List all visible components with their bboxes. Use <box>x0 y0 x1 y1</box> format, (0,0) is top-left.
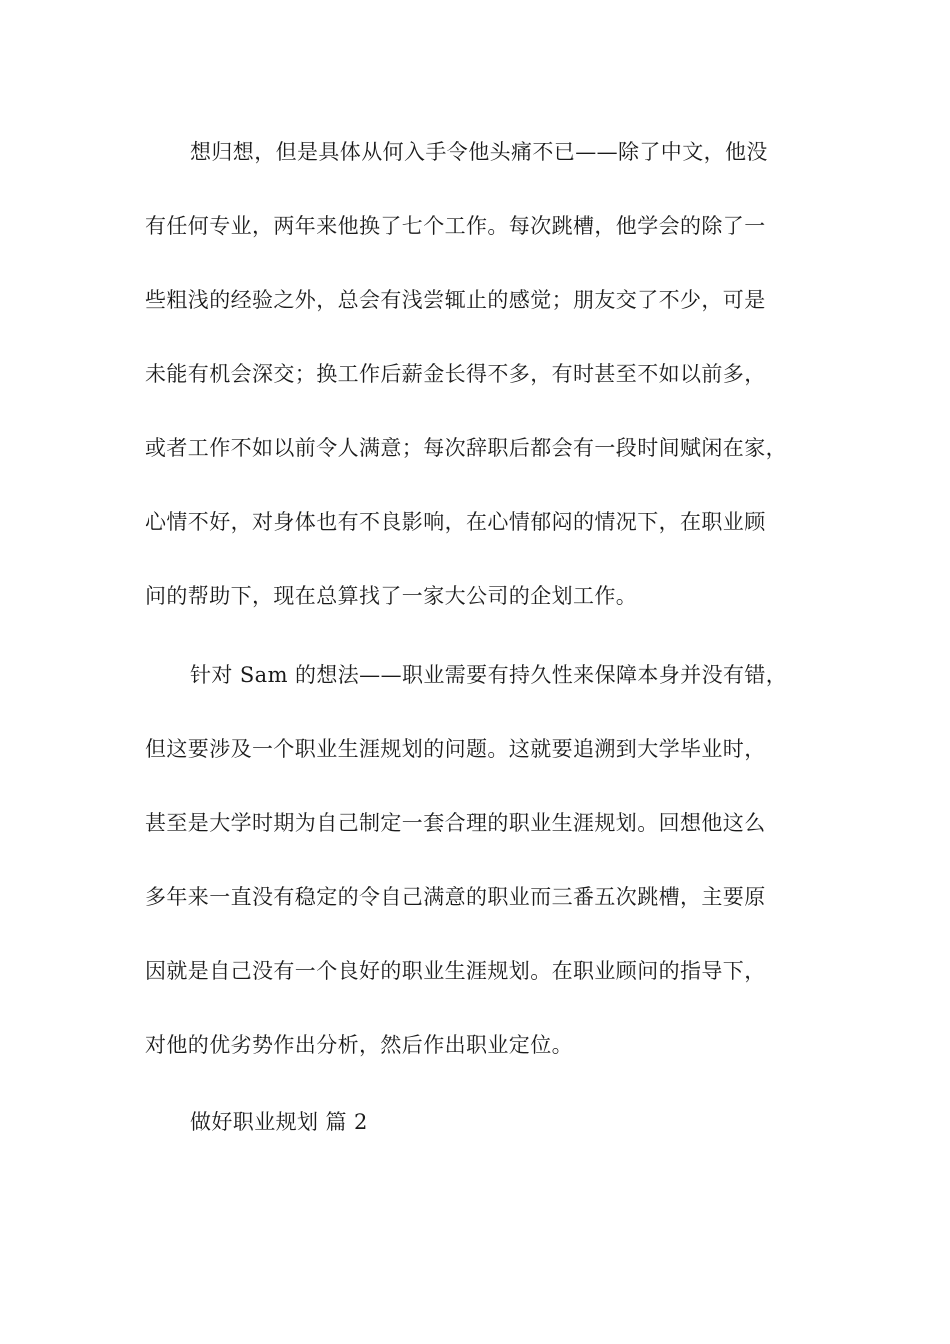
paragraph-1-line-2: 有任何专业，两年来他换了七个工作。每次跳槽，他学会的除了一 <box>145 214 766 238</box>
paragraph-2-line-6: 对他的优劣势作出分析，然后作出职业定位。 <box>145 1033 573 1057</box>
paragraph-2-line-3: 甚至是大学时期为自己制定一套合理的职业生涯规划。回想他这么 <box>145 811 766 835</box>
paragraph-1-line-1: 想归想，但是具体从何入手令他头痛不已——除了中文，他没 <box>190 140 768 164</box>
paragraph-2-line-5: 因就是自己没有一个良好的职业生涯规划。在职业顾问的指导下， <box>145 959 766 983</box>
paragraph-1-line-4: 未能有机会深交；换工作后薪金长得不多，有时甚至不如以前多， <box>145 362 766 386</box>
paragraph-1-line-7: 问的帮助下，现在总算找了一家大公司的企划工作。 <box>145 584 638 608</box>
section-heading: 做好职业规划 篇 2 <box>190 1110 368 1134</box>
paragraph-2-line-2: 但这要涉及一个职业生涯规划的问题。这就要追溯到大学毕业时， <box>145 737 766 761</box>
paragraph-2-line-1: 针对 Sam 的想法——职业需要有持久性来保障本身并没有错， <box>190 663 788 687</box>
paragraph-1-line-5: 或者工作不如以前令人满意；每次辞职后都会有一段时间赋闲在家， <box>145 436 787 460</box>
paragraph-1-line-3: 些粗浅的经验之外，总会有浅尝辄止的感觉；朋友交了不少，可是 <box>145 288 766 312</box>
paragraph-1-line-6: 心情不好，对身体也有不良影响，在心情郁闷的情况下，在职业顾 <box>145 510 766 534</box>
paragraph-2-line-4: 多年来一直没有稳定的令自己满意的职业而三番五次跳槽，主要原 <box>145 885 766 909</box>
